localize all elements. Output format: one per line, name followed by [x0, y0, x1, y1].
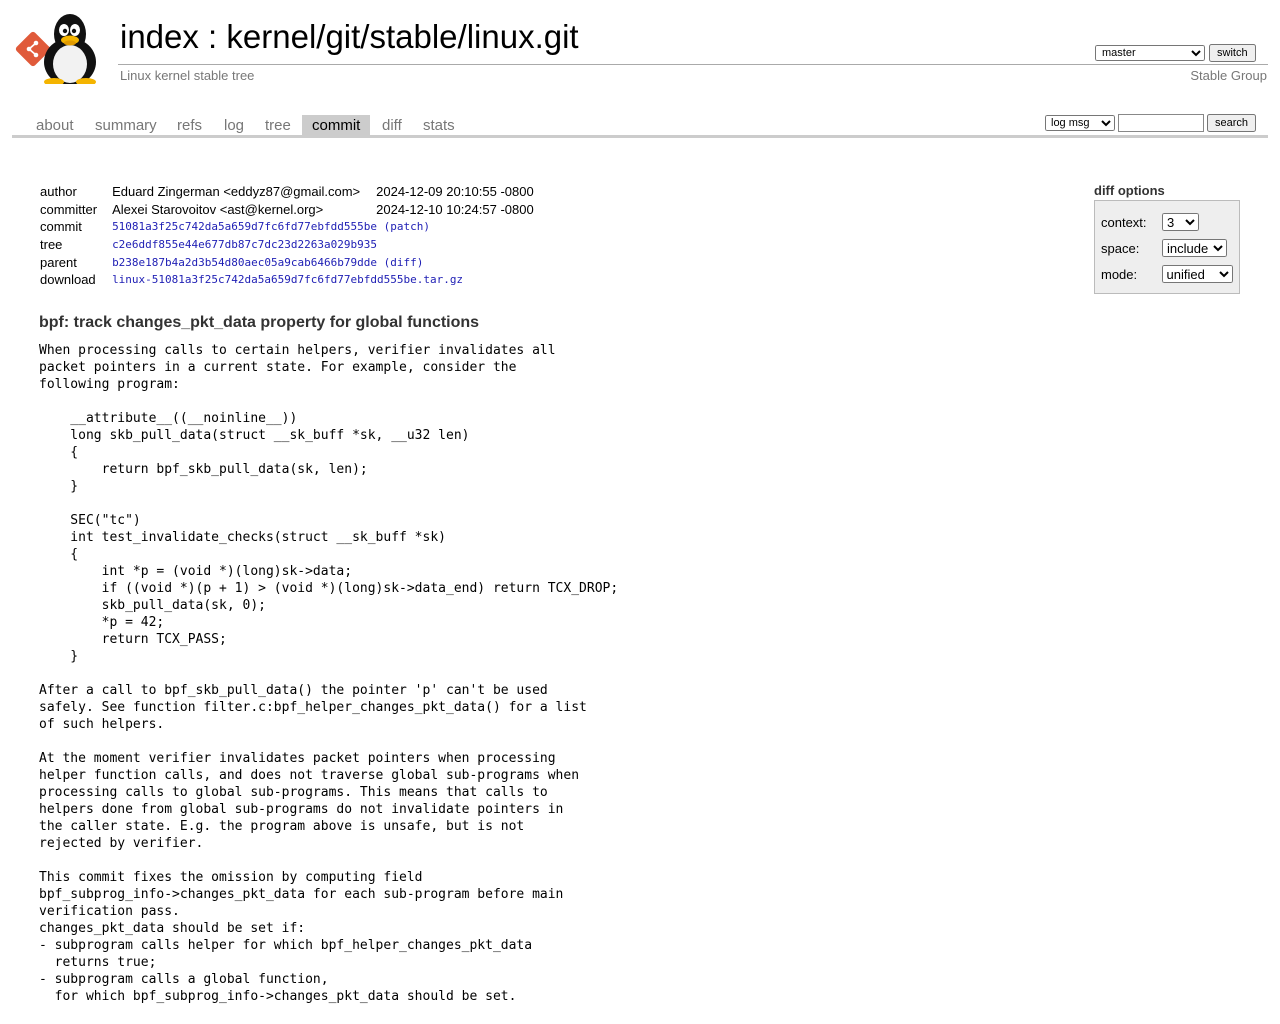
commit-row — [38, 218, 548, 236]
repo-description: Linux kernel stable tree — [120, 68, 255, 83]
context-row — [1101, 209, 1233, 235]
tab-refs[interactable]: refs — [177, 117, 203, 134]
tab-about[interactable]: about — [36, 117, 74, 134]
cgit-tux-logo[interactable] — [14, 12, 110, 84]
tree-row — [38, 236, 548, 254]
tab-log[interactable]: log — [224, 117, 245, 134]
commit-subject: bpf: track changes_pkt_data property for global functions — [39, 314, 480, 331]
tux-penguin-icon — [44, 14, 96, 84]
diff-options-header: diff options — [1094, 183, 1165, 198]
author-value: Eduard Zingerman <eddyz87@gmail.com> — [112, 184, 361, 200]
header-divider — [118, 64, 1268, 65]
commit-hash-cell: 51081a3f25c742da5a659d7fc6fd77ebfdd555be (patch) — [112, 220, 430, 234]
tab-summary[interactable]: summary — [95, 117, 157, 134]
author-row — [38, 183, 548, 201]
commit-message: When processing calls to certain helpers, verifier invalidates all packet pointers in a current state. For example, consider the following program: __attribute__((__noinline__)) long skb_pull_data(struct __sk_buff *sk, __u32 len) { return bpf_skb_pull_data(sk, len); } SEC("tc") int test_invalidate_checks(struct __sk_buff *sk) { int *p = (void *)(long)sk->data; if ((void *)(p + 1) > (void *)(long)sk->data_end) return TCX_DROP; skb_pull_data(sk, 0); *p = 42; return TCX_PASS; } After a call to bpf_skb_pull_data() the pointer 'p' can't be used safely. See function filter.c:bpf_helper_changes_pkt_data() for a list of such helpers. At the moment verifier invalidates packet pointers when processing helper function calls, and does not traverse global sub-programs when processing calls to global sub-programs. This means that calls to helpers done from global sub-programs do not invalidate pointers in the caller state. E.g. the program above is unsafe, but is not rejected by verifier. This commit fixes the omission by computing field bpf_subprog_info->changes_pkt_data for each sub-program before main verification pass. changes_pkt_data should be set if: - subprogram calls helper for which bpf_helper_changes_pkt_data returns true; - subprogram calls a global function, for which bpf_subprog_info->changes_pkt_data should be set. — [39, 343, 619, 1004]
committer-row — [38, 201, 548, 219]
commit-info-table — [38, 183, 548, 289]
parent-label: parent — [40, 254, 77, 270]
mode-label: mode: — [1101, 266, 1138, 282]
page-title — [120, 17, 579, 57]
tree-hash-cell — [110, 236, 548, 254]
tree-label: tree — [40, 237, 63, 253]
parent-diff-link[interactable]: diff — [390, 255, 417, 269]
committer-label: committer — [40, 201, 98, 217]
tab-diff[interactable]: diff — [382, 117, 402, 134]
context-select[interactable] — [1162, 213, 1199, 231]
switch-button[interactable]: switch — [1209, 44, 1256, 62]
title-separator: : — [198, 18, 227, 55]
tab-commit[interactable]: commit — [302, 115, 370, 135]
index-link[interactable]: index — [120, 18, 199, 55]
mode-select[interactable] — [1162, 265, 1233, 283]
commit-label: commit — [40, 219, 82, 235]
commit-hash-link[interactable]: 51081a3f25c742da5a659d7fc6fd77ebfdd555be — [112, 220, 377, 234]
tree-hash-link[interactable]: c2e6ddf855e44e677db87c7dc23d2263a029b935 — [112, 238, 377, 252]
download-row — [38, 271, 548, 289]
download-label: download — [40, 272, 96, 288]
search-button[interactable]: search — [1207, 114, 1256, 132]
diff-options-box — [1094, 200, 1240, 294]
parent-hash-link[interactable]: b238e187b4a2d3b54d80aec05a9cab6466b79dde — [112, 255, 377, 269]
tab-tree[interactable]: tree — [265, 117, 291, 134]
download-tarball-link[interactable]: linux-51081a3f25c742da5a659d7fc6fd77ebfdd555be.tar.gz — [112, 273, 464, 287]
committer-value: Alexei Starovoitov <ast@kernel.org> — [112, 201, 324, 217]
parent-hash-cell: b238e187b4a2d3b54d80aec05a9cab6466b79dde (diff) — [112, 255, 424, 269]
search-type-select[interactable] — [1045, 115, 1115, 131]
tab-stats[interactable]: stats — [423, 117, 455, 134]
parent-row — [38, 253, 548, 271]
author-label: author — [40, 184, 77, 200]
download-cell — [110, 271, 548, 289]
committer-date: 2024-12-10 10:24:57 -0800 — [376, 201, 534, 217]
context-label: context: — [1101, 214, 1147, 230]
space-row — [1101, 235, 1233, 261]
branch-select[interactable] — [1095, 45, 1205, 61]
space-label: space: — [1101, 240, 1140, 256]
repo-owner: Stable Group — [1190, 68, 1267, 83]
space-select[interactable] — [1162, 239, 1227, 257]
patch-link[interactable]: patch — [390, 220, 424, 234]
author-date: 2024-12-09 20:10:55 -0800 — [376, 184, 534, 200]
mode-row — [1101, 261, 1233, 287]
search-input[interactable] — [1118, 114, 1204, 132]
diff-options-panel — [1094, 183, 1240, 294]
repo-path-link[interactable]: kernel/git/stable/linux.git — [226, 18, 579, 55]
